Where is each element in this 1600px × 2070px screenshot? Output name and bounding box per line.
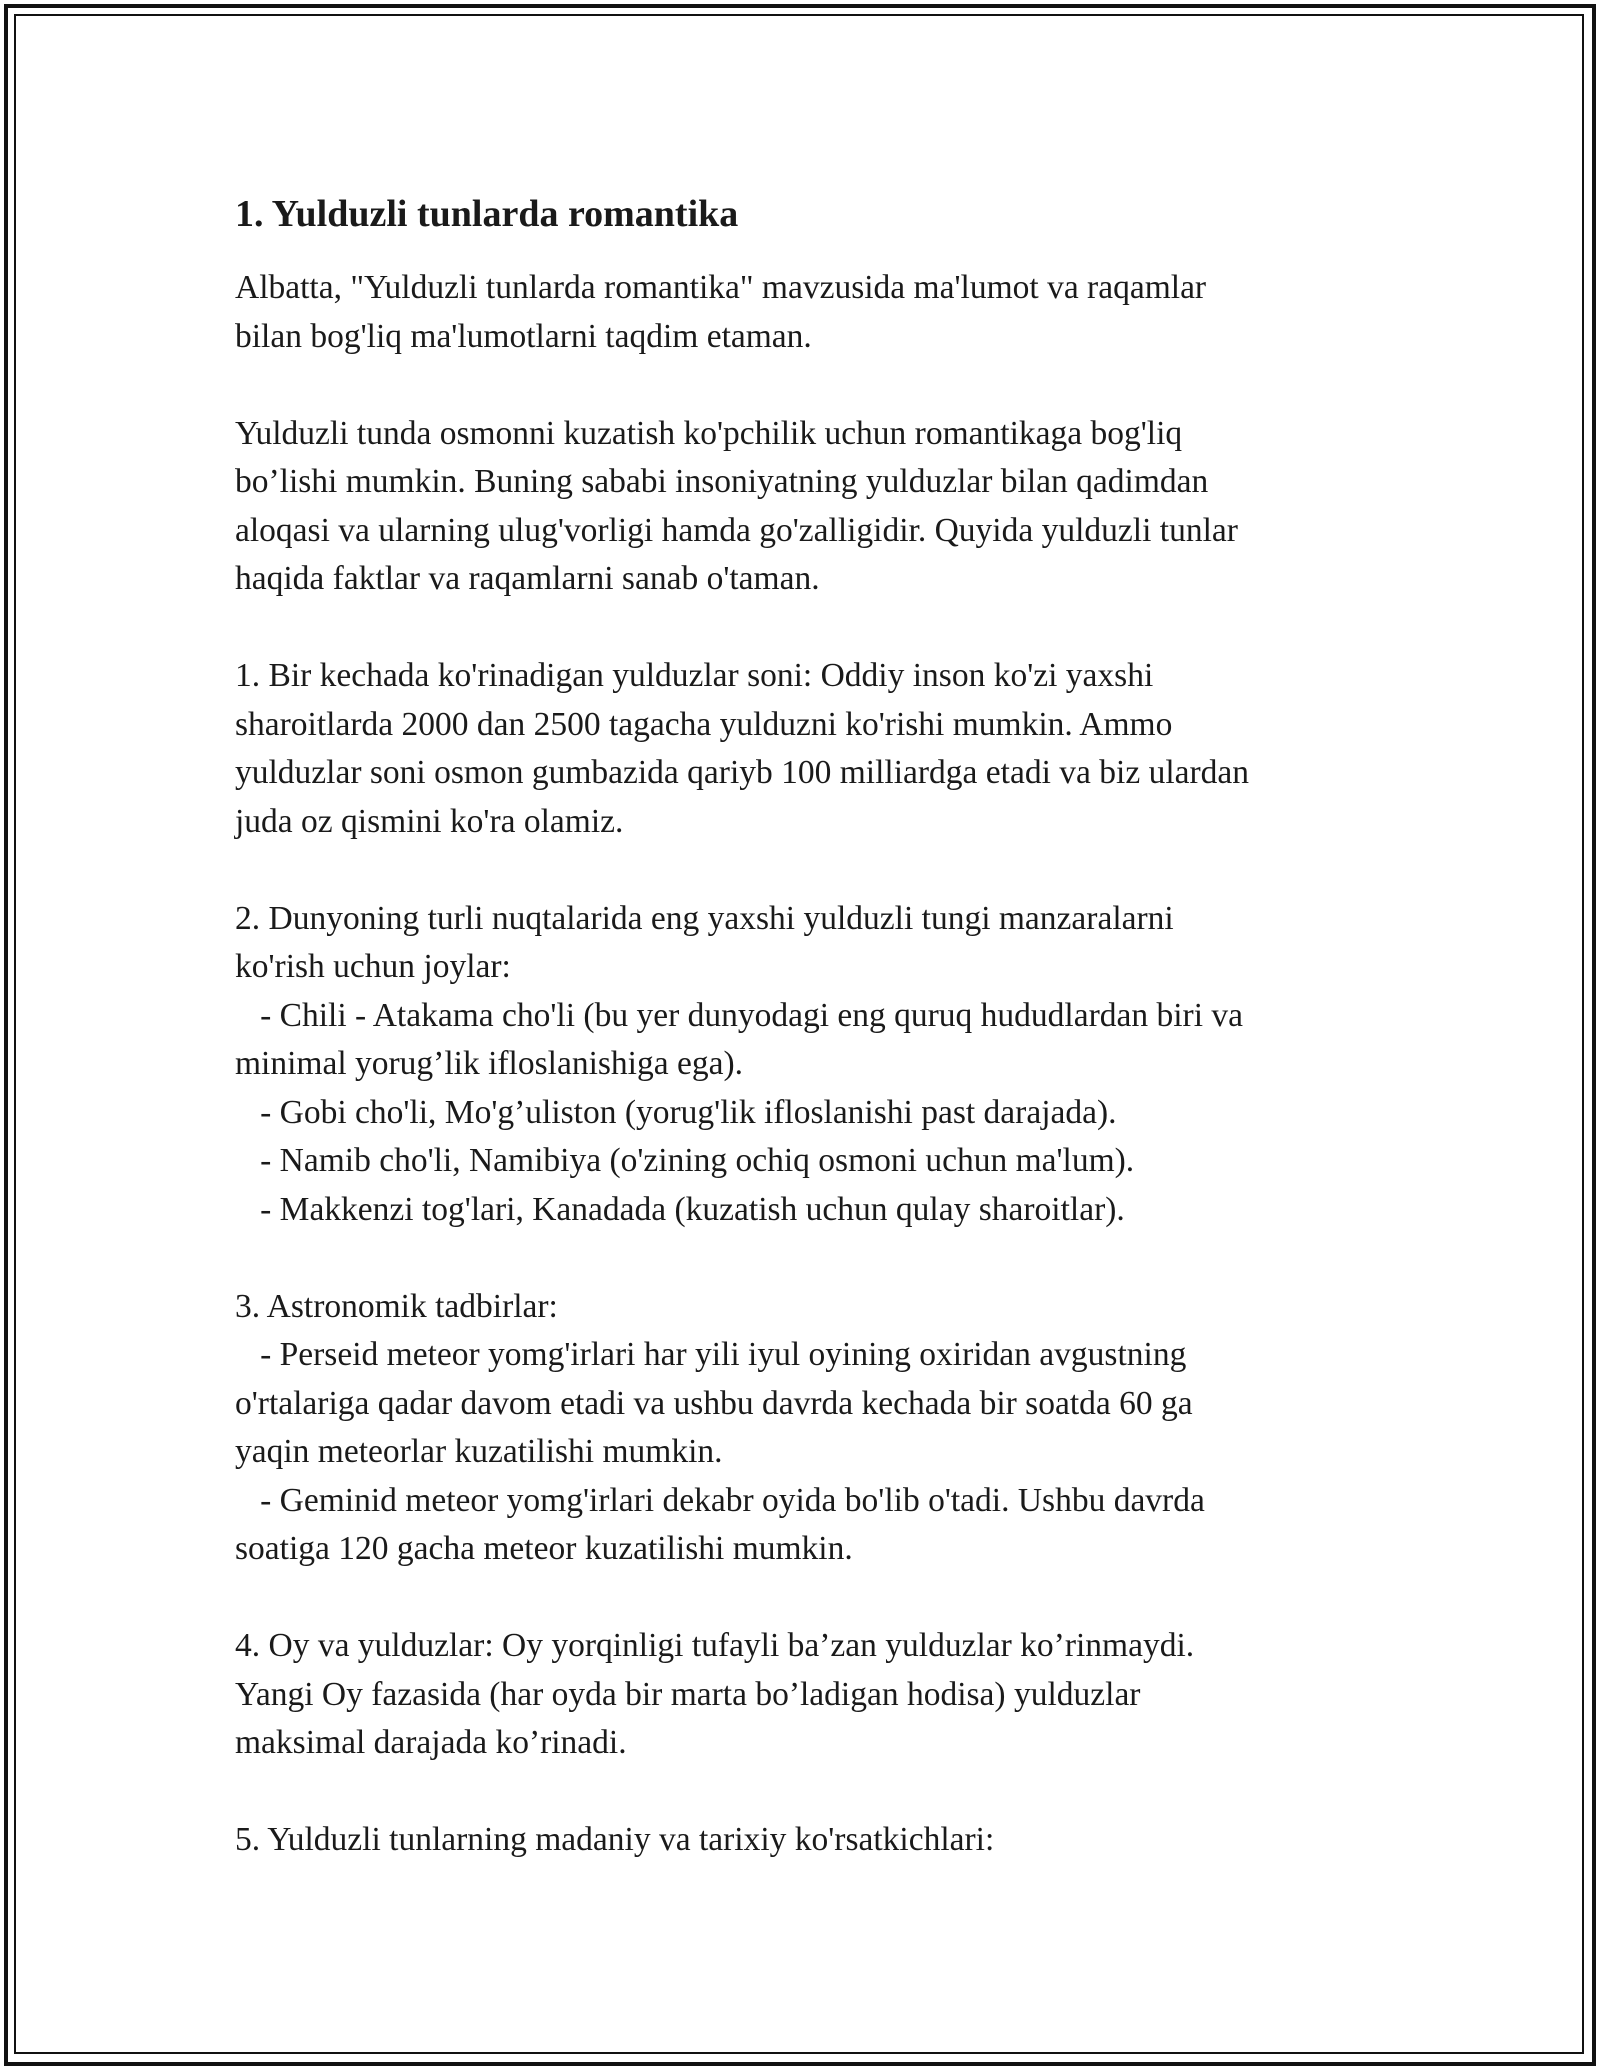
text-line: Yangi Oy fazasida (har oyda bir marta bo’ladigan hodisa) yulduzlar [235, 1675, 1141, 1713]
text-line: 3. Astronomik tadbirlar: [235, 1287, 558, 1325]
paragraph-item-4 [235, 1622, 1365, 1768]
text-line: 5. Yulduzli tunlarning madaniy va tarixiy ko'rsatkichlari: [235, 1821, 995, 1858]
text-line: 2. Dunyoning turli nuqtalarida eng yaxshi yulduzli tungi manzaralarni [235, 899, 1174, 937]
text-line: ko'rish uchun joylar: [235, 948, 511, 985]
text-line: maksimal darajada ko’rinadi. [235, 1724, 627, 1761]
text-line: - Gobi cho'li, Mo'g’uliston (yorug'lik ifloslanishi past darajada). [235, 1093, 1117, 1131]
paragraph-item-5 [235, 1816, 1365, 1865]
document-page [235, 188, 1365, 1913]
text-line: bilan bog'liq ma'lumotlarni taqdim etaman. [235, 317, 812, 355]
text-line: - Makkenzi tog'lari, Kanadada (kuzatish uchun qulay sharoitlar). [235, 1190, 1125, 1228]
text-line: minimal yorug’lik ifloslanishiga ega). [235, 1045, 743, 1082]
text-line: - Geminid meteor yomg'irlari dekabr oyida bo'lib o'tadi. Ushbu davrda [235, 1481, 1205, 1519]
text-line: Albatta, "Yulduzli tunlarda romantika" mavzusida ma'lumot va raqamlar [235, 269, 1207, 306]
paragraph-overview [235, 410, 1365, 604]
document-title: 1. Yulduzli tunlarda romantika [235, 193, 739, 235]
paragraph-intro [235, 264, 1365, 361]
text-line: soatiga 120 gacha meteor kuzatilishi mumkin. [235, 1530, 853, 1567]
text-line: 1. Bir kechada ko'rinadigan yulduzlar soni: Oddiy inson ko'zi yaxshi [235, 657, 1154, 694]
paragraph-item-3 [235, 1283, 1365, 1574]
text-line: Yulduzli tunda osmonni kuzatish ko'pchilik uchun romantikaga bog'liq [235, 414, 1183, 452]
text-line: - Chili - Atakama cho'li (bu yer dunyodagi eng quruq hududlardan biri va [235, 996, 1244, 1034]
text-line: o'rtalariga qadar davom etadi va ushbu davrda kechada bir soatda 60 ga [235, 1384, 1193, 1422]
text-line: yulduzlar soni osmon gumbazida qariyb 100 milliardga etadi va biz ulardan [235, 754, 1250, 791]
text-line: haqida faktlar va raqamlarni sanab o'taman. [235, 560, 820, 597]
paragraph-item-1 [235, 652, 1365, 846]
text-line: juda oz qismini ko'ra olamiz. [235, 802, 624, 840]
text-line: sharoitlarda 2000 dan 2500 tagacha yulduzni ko'rishi mumkin. Ammo [235, 705, 1173, 743]
text-line: - Namib cho'li, Namibiya (o'zining ochiq osmoni uchun ma'lum). [235, 1142, 1135, 1179]
text-line: yaqin meteorlar kuzatilishi mumkin. [235, 1433, 723, 1470]
paragraph-item-2 [235, 895, 1365, 1235]
text-line: - Perseid meteor yomg'irlari har yili iyul oyining oxiridan avgustning [235, 1336, 1187, 1373]
text-line: bo’lishi mumkin. Buning sababi insoniyatning yulduzlar bilan qadimdan [235, 463, 1209, 500]
text-line: 4. Oy va yulduzlar: Oy yorqinligi tufayli ba’zan yulduzlar ko’rinmaydi. [235, 1627, 1195, 1664]
text-line: aloqasi va ularning ulug'vorligi hamda go'zalligidir. Quyida yulduzli tunlar [235, 511, 1238, 549]
